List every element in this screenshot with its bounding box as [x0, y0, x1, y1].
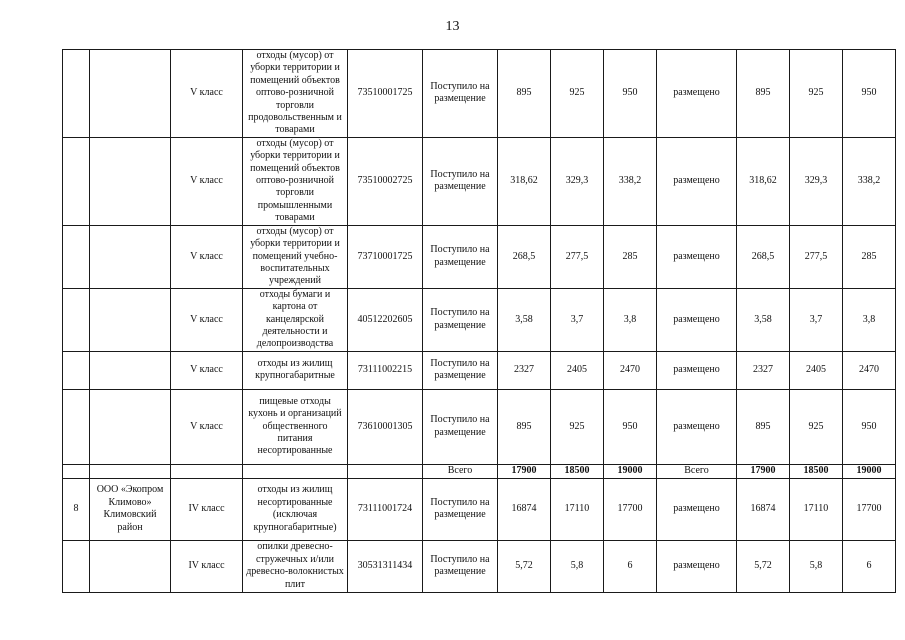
placed-value-1-cell: 895: [737, 50, 790, 138]
result-cell: размещено: [657, 137, 737, 225]
received-value-2-cell: 925: [551, 50, 604, 138]
waste-name-cell: отходы (мусор) от уборки территории и помещений объектов оптово-розничной торговли промышленными товарами: [243, 137, 348, 225]
placed-value-2-cell: 277,5: [790, 225, 843, 288]
placed-value-2-cell: 5,8: [790, 540, 843, 592]
hazard-class-cell: V класс: [171, 351, 243, 389]
received-value-1-cell: 5,72: [498, 540, 551, 592]
placed-value-3-cell: 17700: [843, 478, 896, 540]
placed-value-3-cell: 338,2: [843, 137, 896, 225]
organization-cell: [90, 351, 171, 389]
hazard-class-cell: V класс: [171, 389, 243, 464]
hazard-class-cell: IV класс: [171, 540, 243, 592]
received-value-1-cell: 268,5: [498, 225, 551, 288]
received-value-1-cell: 895: [498, 50, 551, 138]
received-value-2-cell: 5,8: [551, 540, 604, 592]
received-value-1-cell: 895: [498, 389, 551, 464]
waste-placement-table: [62, 49, 896, 593]
placed-value-3-cell: 285: [843, 225, 896, 288]
waste-name-cell: пищевые отходы кухонь и организаций общественного питания несортированные: [243, 389, 348, 464]
received-value-1-cell: 3,58: [498, 288, 551, 351]
received-value-3-cell: 950: [604, 389, 657, 464]
placed-value-3-cell: 950: [843, 389, 896, 464]
received-value-3-cell: 17700: [604, 478, 657, 540]
organization-cell: ООО «Экопром Климово» Климовский район: [90, 478, 171, 540]
placed-value-2-cell: 329,3: [790, 137, 843, 225]
waste-name-cell: отходы из жилищ несортированные (исключая крупногабаритные): [243, 478, 348, 540]
received-value-3-cell: 338,2: [604, 137, 657, 225]
placed-value-1-cell: 16874: [737, 478, 790, 540]
placed-value-2-cell: 925: [790, 50, 843, 138]
fkko-code-cell: 73510002725: [348, 137, 423, 225]
hazard-class-cell: V класс: [171, 137, 243, 225]
hazard-class-cell: IV класс: [171, 478, 243, 540]
placed-value-2-cell: 17110: [790, 478, 843, 540]
placed-value-2-cell: 925: [790, 389, 843, 464]
fkko-code-cell: 73111001724: [348, 478, 423, 540]
table-row: [63, 288, 896, 351]
fkko-code-cell: [348, 464, 423, 478]
received-value-1-cell: 17900: [498, 464, 551, 478]
row-number-cell: [63, 288, 90, 351]
status-cell: Поступило на размещение: [423, 478, 498, 540]
status-cell: Всего: [423, 464, 498, 478]
placed-value-3-cell: 2470: [843, 351, 896, 389]
table-row: [63, 137, 896, 225]
received-value-2-cell: 329,3: [551, 137, 604, 225]
result-cell: размещено: [657, 351, 737, 389]
table-row: [63, 50, 896, 138]
waste-name-cell: отходы (мусор) от уборки территории и помещений объектов оптово-розничной торговли продовольственным и товарами: [243, 50, 348, 138]
result-cell: размещено: [657, 225, 737, 288]
placed-value-1-cell: 3,58: [737, 288, 790, 351]
placed-value-1-cell: 318,62: [737, 137, 790, 225]
received-value-3-cell: 3,8: [604, 288, 657, 351]
placed-value-1-cell: 2327: [737, 351, 790, 389]
received-value-3-cell: 19000: [604, 464, 657, 478]
status-cell: Поступило на размещение: [423, 540, 498, 592]
organization-cell: [90, 137, 171, 225]
placed-value-2-cell: 2405: [790, 351, 843, 389]
placed-value-3-cell: 950: [843, 50, 896, 138]
hazard-class-cell: V класс: [171, 50, 243, 138]
received-value-2-cell: 2405: [551, 351, 604, 389]
result-cell: размещено: [657, 540, 737, 592]
status-cell: Поступило на размещение: [423, 137, 498, 225]
received-value-1-cell: 2327: [498, 351, 551, 389]
organization-cell: [90, 540, 171, 592]
status-cell: Поступило на размещение: [423, 288, 498, 351]
fkko-code-cell: 73710001725: [348, 225, 423, 288]
organization-cell: [90, 50, 171, 138]
row-number-cell: [63, 464, 90, 478]
organization-cell: [90, 464, 171, 478]
received-value-3-cell: 2470: [604, 351, 657, 389]
received-value-2-cell: 18500: [551, 464, 604, 478]
received-value-1-cell: 318,62: [498, 137, 551, 225]
received-value-3-cell: 285: [604, 225, 657, 288]
fkko-code-cell: 40512202605: [348, 288, 423, 351]
status-cell: Поступило на размещение: [423, 351, 498, 389]
received-value-1-cell: 16874: [498, 478, 551, 540]
placed-value-3-cell: 19000: [843, 464, 896, 478]
received-value-2-cell: 925: [551, 389, 604, 464]
status-cell: Поступило на размещение: [423, 389, 498, 464]
fkko-code-cell: 73510001725: [348, 50, 423, 138]
page-number: 13: [445, 19, 460, 34]
received-value-2-cell: 17110: [551, 478, 604, 540]
table-total-row: [63, 464, 896, 478]
table-row: [63, 478, 896, 540]
waste-name-cell: опилки древесно-стружечных и/или древесно-волокнистых плит: [243, 540, 348, 592]
fkko-code-cell: 73111002215: [348, 351, 423, 389]
hazard-class-cell: V класс: [171, 225, 243, 288]
table-row: [63, 351, 896, 389]
placed-value-3-cell: 3,8: [843, 288, 896, 351]
table-row: [63, 389, 896, 464]
row-number-cell: 8: [63, 478, 90, 540]
placed-value-1-cell: 5,72: [737, 540, 790, 592]
organization-cell: [90, 225, 171, 288]
received-value-3-cell: 950: [604, 50, 657, 138]
result-cell: Всего: [657, 464, 737, 478]
waste-name-cell: отходы бумаги и картона от канцелярской деятельности и делопроизводства: [243, 288, 348, 351]
waste-name-cell: отходы из жилищ крупногабаритные: [243, 351, 348, 389]
received-value-2-cell: 277,5: [551, 225, 604, 288]
row-number-cell: [63, 351, 90, 389]
row-number-cell: [63, 389, 90, 464]
row-number-cell: [63, 540, 90, 592]
placed-value-2-cell: 18500: [790, 464, 843, 478]
hazard-class-cell: [171, 464, 243, 478]
placed-value-1-cell: 268,5: [737, 225, 790, 288]
row-number-cell: [63, 137, 90, 225]
status-cell: Поступило на размещение: [423, 225, 498, 288]
result-cell: размещено: [657, 288, 737, 351]
hazard-class-cell: V класс: [171, 288, 243, 351]
fkko-code-cell: 73610001305: [348, 389, 423, 464]
status-cell: Поступило на размещение: [423, 50, 498, 138]
waste-name-cell: отходы (мусор) от уборки территории и помещений учебно-воспитательных учреждений: [243, 225, 348, 288]
placed-value-1-cell: 895: [737, 389, 790, 464]
placed-value-2-cell: 3,7: [790, 288, 843, 351]
row-number-cell: [63, 50, 90, 138]
table-row: [63, 540, 896, 592]
fkko-code-cell: 30531311434: [348, 540, 423, 592]
organization-cell: [90, 389, 171, 464]
received-value-2-cell: 3,7: [551, 288, 604, 351]
placed-value-1-cell: 17900: [737, 464, 790, 478]
waste-name-cell: [243, 464, 348, 478]
received-value-3-cell: 6: [604, 540, 657, 592]
table-row: [63, 225, 896, 288]
result-cell: размещено: [657, 478, 737, 540]
row-number-cell: [63, 225, 90, 288]
organization-cell: [90, 288, 171, 351]
result-cell: размещено: [657, 389, 737, 464]
result-cell: размещено: [657, 50, 737, 138]
placed-value-3-cell: 6: [843, 540, 896, 592]
